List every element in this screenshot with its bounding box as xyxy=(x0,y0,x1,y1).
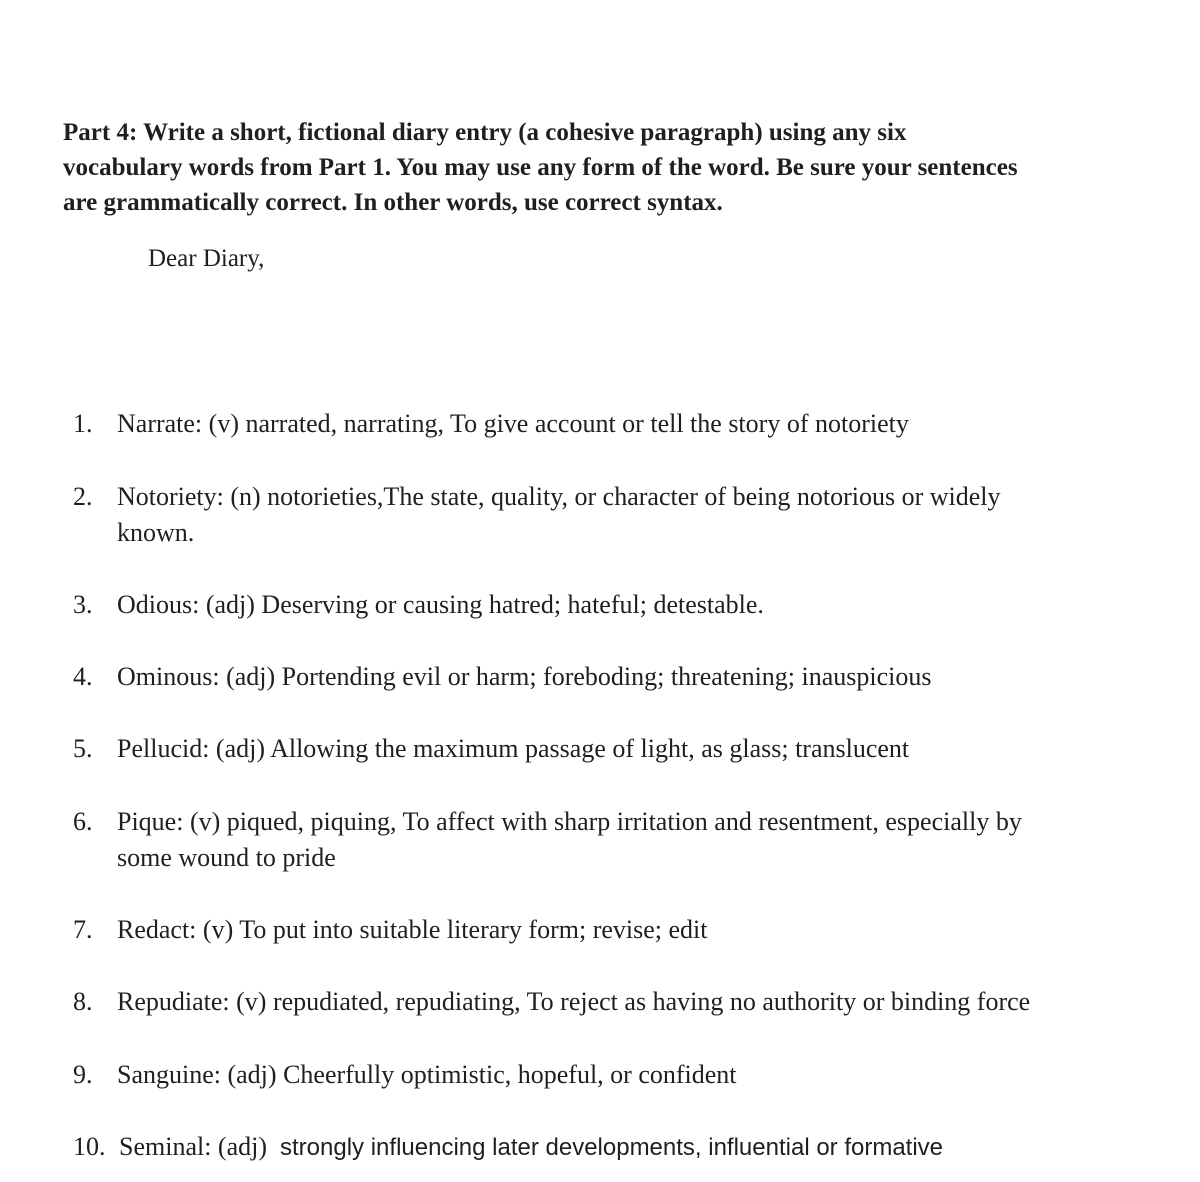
definition-line: Pellucid: (adj) Allowing the maximum passage of light, as glass; translucent xyxy=(117,734,910,763)
instructions-line: Part 4: Write a short, fictional diary entry (a cohesive paragraph) using any six xyxy=(63,119,907,146)
item-number: 7. xyxy=(73,915,93,944)
item-number: 10. xyxy=(73,1132,106,1161)
item-number: 1. xyxy=(73,409,93,438)
item-number: 2. xyxy=(73,482,93,511)
item-definition xyxy=(117,659,1177,695)
item-number: 6. xyxy=(73,807,93,836)
item-definition xyxy=(117,406,1177,442)
instructions-line: vocabulary words from Part 1. You may use any form of the word. Be sure your sentences xyxy=(63,154,1018,181)
item-term: Seminal: (adj) xyxy=(119,1132,268,1161)
item-definition xyxy=(117,479,1177,551)
definition-line: known. xyxy=(117,518,195,547)
definition-line: strongly influencing later developments, influential or formative xyxy=(280,1134,944,1161)
item-number: 3. xyxy=(73,590,93,619)
item-number: 5. xyxy=(73,734,93,763)
item-definition xyxy=(119,1129,1179,1166)
item-number: 9. xyxy=(73,1060,93,1089)
definition-line: Ominous: (adj) Portending evil or harm; foreboding; threatening; inauspicious xyxy=(117,662,932,691)
item-definition xyxy=(117,587,1177,623)
definition-line: Pique: (v) piqued, piquing, To affect with sharp irritation and resentment, especially by xyxy=(117,807,1022,836)
instructions xyxy=(63,115,1183,220)
item-number: 8. xyxy=(73,987,93,1016)
item-definition xyxy=(117,984,1177,1020)
definition-line: Redact: (v) To put into suitable literary form; revise; edit xyxy=(117,915,708,944)
item-definition xyxy=(117,1057,1177,1093)
definition-line: Sanguine: (adj) Cheerfully optimistic, hopeful, or confident xyxy=(117,1060,737,1089)
instructions-line: are grammatically correct. In other words, use correct syntax. xyxy=(63,189,723,216)
item-definition xyxy=(117,804,1177,876)
item-definition xyxy=(117,912,1177,948)
definition-line: some wound to pride xyxy=(117,843,336,872)
definition-line: Notoriety: (n) notorieties,The state, quality, or character of being notorious or widely xyxy=(117,482,1001,511)
item-definition xyxy=(117,731,1177,767)
definition-line: Odious: (adj) Deserving or causing hatred; hateful; detestable. xyxy=(117,590,764,619)
definition-line: Repudiate: (v) repudiated, repudiating, To reject as having no authority or binding force xyxy=(117,987,1031,1016)
item-number: 4. xyxy=(73,662,93,691)
definition-line: Narrate: (v) narrated, narrating, To give account or tell the story of notoriety xyxy=(117,409,909,438)
diary-salutation: Dear Diary, xyxy=(148,245,265,272)
